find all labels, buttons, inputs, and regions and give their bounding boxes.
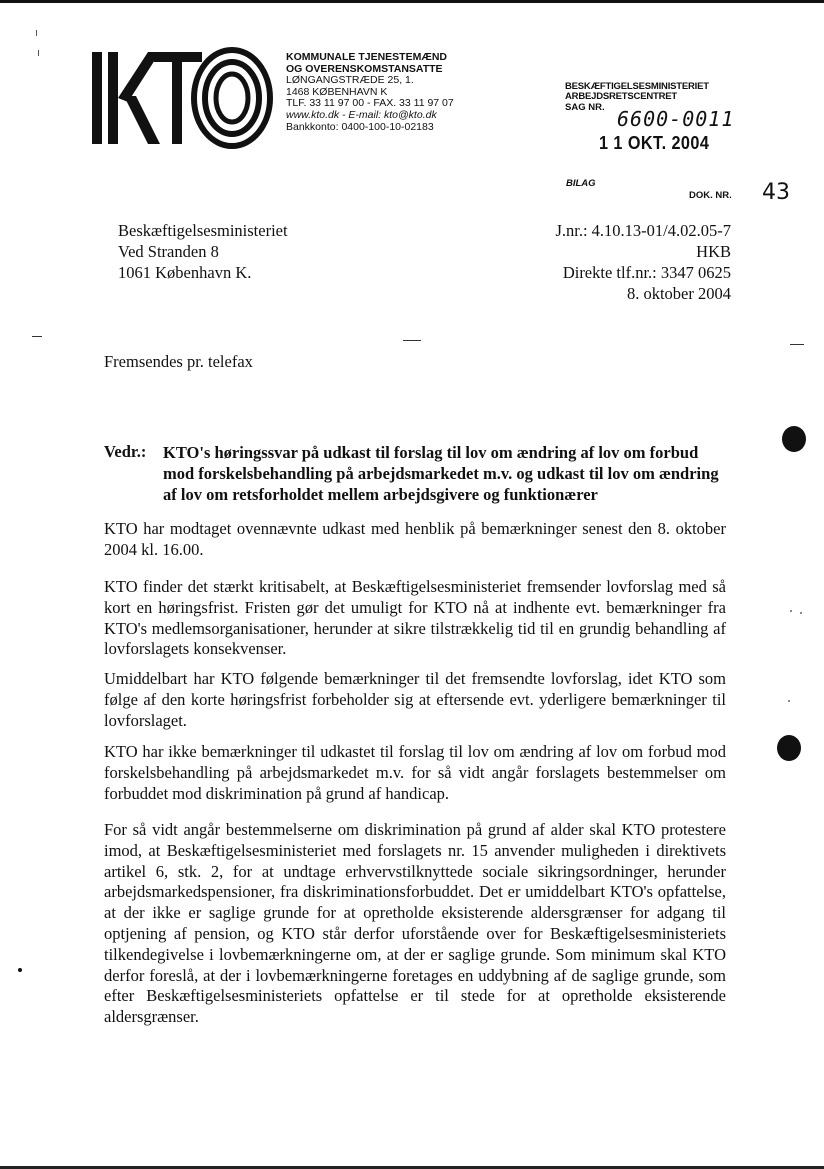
- fold-mark: [403, 340, 421, 341]
- org-phone-fax: TLF. 33 11 97 00 - FAX. 33 11 97 07: [286, 97, 454, 110]
- reference-block: [555, 220, 731, 304]
- stamp-dok-number: 43: [762, 180, 790, 205]
- paragraph-3: Umiddelbart har KTO følgende bemærkninger til det fremsendte lovforslag, idet KTO som følge af den korte høringsfrist forbeholder sig at eftersende evt. yderligere bemærkninger til lovforslaget.: [104, 669, 726, 730]
- org-street: LØNGANGSTRÆDE 25, 1.: [286, 74, 414, 87]
- stamp-dok-label: DOK. NR.: [689, 190, 732, 201]
- stamp-sag-number: 6600-0011: [617, 107, 735, 131]
- punch-hole-bottom: [777, 735, 801, 761]
- scan-speck: [790, 610, 792, 612]
- margin-mark-right: [790, 344, 804, 345]
- subject-label: Vedr.:: [104, 442, 147, 461]
- page-top-edge: [0, 0, 824, 3]
- letter-date: 8. oktober 2004: [626, 284, 731, 303]
- journal-number: J.nr.: 4.10.13-01/4.02.05-7: [555, 221, 731, 240]
- recipient-line1: Beskæftigelsesministeriet: [118, 221, 288, 240]
- org-city: 1468 KØBENHAVN K: [286, 85, 388, 98]
- recipient-line3: 1061 København K.: [118, 263, 252, 282]
- org-name-line1: KOMMUNALE TJENESTEMÆND: [286, 51, 448, 63]
- stamp-centre: ARBEJDSRETSCENTRET: [565, 91, 677, 102]
- kto-logo: [92, 44, 274, 152]
- edge-tick: [38, 50, 39, 56]
- scan-speck: [788, 700, 790, 702]
- recipient-line2: Ved Stranden 8: [118, 242, 219, 261]
- paragraph-5: For så vidt angår bestemmelserne om diskrimination på grund af alder skal KTO protestere imod, at Beskæftigelsesministeriet med forslagets nr. 15 anvender muligheden i direktivets artikel 6, stk. 2, for at undtage erhvervstilknyttede sociale sikringsordninger, herunder arbejdsmarkedspensioner, fra diskriminationsforbuddet. Det er umiddelbart KTO's opfattelse, at der ikke er saglige grunde for at opretholde eksisterende aldersgrænser for adgang til optjening af pension, og KTO står derfor uforstående over for Beskæftigelsesministeriets tilkendegivelse i lovbemærkningerne om, at der er saglige grunde. Som minimum skal KTO derfor foreslå, at der i lovbemærkningerne foretages en uddybning af de saglige grunde, som efter Beskæftigelsesministeriets opfattelse er til stede for at opretholde eksisterende aldersgrænser.: [104, 820, 726, 1027]
- stamp-date: 1 1 OKT. 2004: [599, 133, 710, 153]
- org-bank: Bankkonto: 0400-100-10-02183: [286, 120, 434, 133]
- org-web-email: www.kto.dk - E-mail: kto@kto.dk: [286, 108, 437, 121]
- stamp-bilag-label: BILAG: [566, 178, 596, 189]
- direct-phone: Direkte tlf.nr.: 3347 0625: [562, 263, 731, 282]
- paragraph-2: KTO finder det stærkt kritisabelt, at Beskæftigelsesministeriet fremsender lovforslag med så kort en høringsfrist. Fristen gør det umuligt for KTO nå at indhente evt. bemærkninger fra KTO's medlemsorganisationer, herunder at sikre tilstrækkelig tid til en grundig behandling af lovforslagets konsekvenser.: [104, 577, 726, 659]
- scan-speck: [18, 968, 22, 972]
- scan-speck: [800, 612, 802, 614]
- letterhead-block: [286, 52, 454, 133]
- recipient-address: [118, 220, 288, 283]
- stamp-sag-label: SAG NR.: [565, 102, 605, 113]
- punch-hole-top: [782, 426, 806, 452]
- margin-mark-left: [32, 336, 42, 337]
- paragraph-4: KTO har ikke bemærkninger til udkastet til forslag til lov om ændring af lov om forbud mod forskelsbehandling på arbejdsmarkedet m.v. for så vidt angår forslagets bestemmelser om forbuddet mod diskrimination på grund af handicap.: [104, 742, 726, 803]
- stamp-ministry: BESKÆFTIGELSESMINISTERIET: [565, 81, 709, 92]
- paragraph-1: KTO har modtaget ovennævnte udkast med henblik på bemærkninger senest den 8. oktober 2004 kl. 16.00.: [104, 519, 726, 559]
- org-name-line2: OG OVERENSKOMSTANSATTE: [286, 62, 443, 75]
- author-initials: HKB: [696, 242, 731, 261]
- subject-text: KTO's høringssvar på udkast til forslag til lov om ændring af lov om forbud mod forskelsbehandling på arbejdsmarkedet m.v. og udkast til lov om ændring af lov om retsforholdet mellem arbejdsgivere og funktionærer: [163, 443, 719, 504]
- fax-note: Fremsendes pr. telefax: [104, 352, 253, 371]
- edge-tick: [36, 30, 37, 36]
- received-stamp: [565, 82, 709, 102]
